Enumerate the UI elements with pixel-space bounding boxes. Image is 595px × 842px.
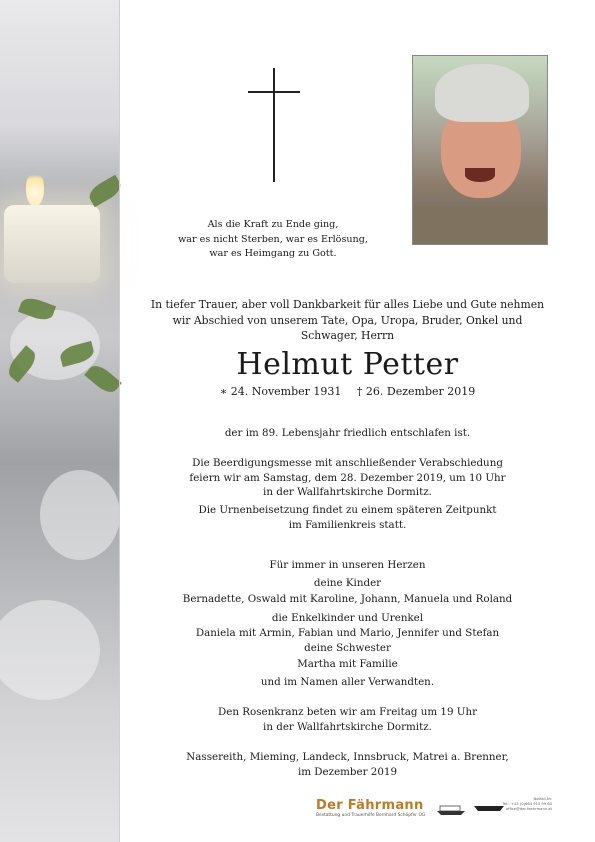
- mourners-heading: Für immer in unseren Herzen: [269, 559, 426, 571]
- ivy-leaf: [84, 361, 122, 397]
- mourners-line: Martha mit Familie: [297, 657, 398, 670]
- contact-info: [500, 797, 552, 813]
- logo-subtitle: Bestattung und Trauerhilfe Bernhard Schöpfer OG: [316, 813, 426, 818]
- mourners-line: deine Kinder: [313, 577, 382, 590]
- places-and-date: [150, 750, 545, 779]
- age-text: der im 89. Lebensjahr friedlich entschlafen ist.: [224, 427, 471, 439]
- poem: [160, 218, 386, 262]
- cross-icon: [248, 68, 300, 182]
- urn-line: im Familienkreis statt.: [288, 518, 407, 531]
- poem-line: war es nicht Sterben, war es Erlösung,: [178, 233, 368, 245]
- contact-line: Notfall-Nr.: [533, 797, 552, 801]
- divider-line: [119, 0, 120, 842]
- rosary-line: Den Rosenkranz beten wir am Freitag um 19 Uhr: [217, 706, 478, 718]
- mass-line: in der Wallfahrtskirche Dormitz.: [263, 486, 432, 499]
- contact-line: office@der-faehrmann.at: [505, 807, 552, 812]
- mourners-line: die Enkelkinder und Urenkel: [271, 611, 424, 624]
- contact-line: Tel.: +43 (0)664 915 99 60: [502, 802, 552, 807]
- poem-line: Als die Kraft zu Ende ging,: [207, 219, 339, 230]
- death-date: † 26. Dezember 2019: [356, 385, 476, 398]
- places-line: im Dezember 2019: [297, 765, 398, 778]
- mourners-line: Daniela mit Armin, Fabian und Mario, Jennifer und Stefan: [195, 627, 500, 640]
- mass-line: Die Beerdigungsmesse mit anschließender Verabschiedung: [192, 457, 503, 469]
- candle-flame: [26, 170, 44, 206]
- ferry-boat-icon: [436, 804, 466, 816]
- rosary-info: [150, 705, 545, 734]
- deceased-name: Helmut Petter: [236, 347, 459, 382]
- poem-line: war es Heimgang zu Gott.: [209, 248, 337, 259]
- funeral-home-logo: [316, 798, 425, 818]
- logo-title: Der Fährmann: [316, 798, 424, 813]
- age-line: [150, 426, 545, 441]
- candle: [4, 205, 100, 283]
- portrait-photo: [412, 55, 548, 245]
- mourners-line: deine Schwester: [304, 642, 391, 655]
- funeral-mass: [150, 456, 545, 500]
- birth-date: ∗ 24. November 1931: [219, 385, 342, 398]
- urn-burial: [150, 503, 545, 532]
- intro-text: In tiefer Trauer, aber voll Dankbarkeit für alles Liebe und Gute nehmen wir Abschied von unserem Tate, Opa, Uropa, Bruder, Onkel und Schwager, Herrn: [150, 298, 545, 342]
- mourners-list: [150, 558, 545, 690]
- life-dates: [150, 385, 545, 398]
- places-line: Nassereith, Mieming, Landeck, Innsbruck, Matrei a. Brenner,: [186, 751, 509, 763]
- mourners-line: Bernadette, Oswald mit Karoline, Johann, Manuela und Roland: [182, 592, 513, 605]
- mass-line: feiern wir am Samstag, dem 28. Dezember 2019, um 10 Uhr: [189, 471, 506, 484]
- mourners-line: und im Namen aller Verwandten.: [260, 676, 435, 689]
- rosary-line: in der Wallfahrtskirche Dormitz.: [263, 720, 432, 733]
- decorative-side-strip: [0, 0, 119, 842]
- urn-line: Die Urnenbeisetzung findet zu einem späteren Zeitpunkt: [198, 504, 497, 516]
- stone-shape: [40, 470, 120, 560]
- stone-shape: [0, 600, 100, 700]
